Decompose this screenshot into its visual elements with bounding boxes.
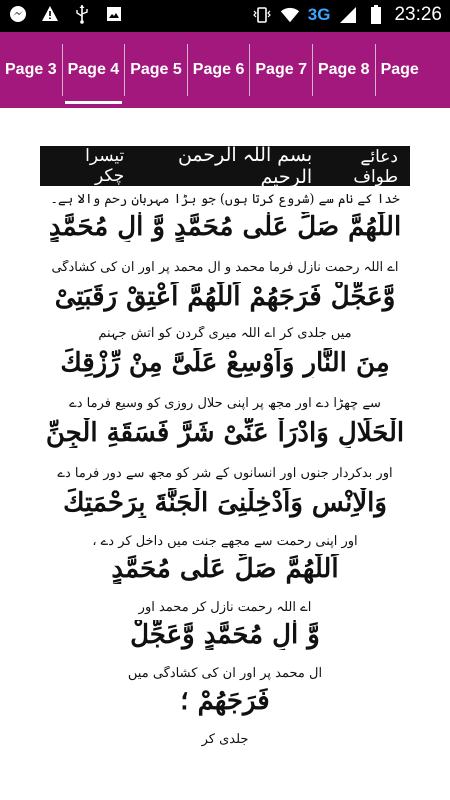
arabic-line: مِنَ النَّارِ وَاَوْسِعْ عَلَیَّ مِنْ رِّزْقِكَ <box>60 348 390 378</box>
round-label: تیسرا چکر <box>85 146 125 186</box>
clock: 23:26 <box>394 4 442 25</box>
translation-line: سے چھڑا دے اور مجھ پر اپنی حلال روزی کو وسیع فرما دے <box>69 396 381 411</box>
tab-page-9[interactable]: Page <box>380 61 419 78</box>
page-tab-strip[interactable] <box>0 32 450 108</box>
translation-line: آل محمد پر اور ان کی کشادگی میں <box>127 666 323 681</box>
translation-line: اے اللہ رحمت نازل کر محمد اور <box>138 600 312 615</box>
arabic-line: اَللّٰهُمَّ صَلِّ عَلٰى مُحَمَّدٍ <box>111 554 339 584</box>
bismillah: بسم اللہ الرحمن الرحیم <box>177 144 313 188</box>
arabic-line: وَالْاِنْسِ وَاَدْخِلْنِیَ الْجَنَّةَ بِرَحْمَتِكَ <box>63 488 387 518</box>
notification-icons <box>8 4 124 24</box>
arabic-line: فَرَجَهُمْ ؛ <box>180 686 270 716</box>
title-banner <box>40 146 410 186</box>
arabic-line: وَّ اٰلِ مُحَمَّدٍ وَّعَجِّلْ <box>130 620 320 650</box>
tab-page-4[interactable]: Page 4 <box>63 32 125 108</box>
translation-line: میں جلدی کر اے اللہ میری گردن کو آتش جہنم <box>98 326 352 341</box>
network-type: 3G <box>307 5 331 24</box>
signal-icon <box>338 5 358 25</box>
arabic-line: الْحَلَالِ وَادْرَاْ عَنِّیْ شَرَّ فَسَقَةِ الْجِنِّ <box>45 418 405 448</box>
translation-line: اور بدکردار جنوں اور انسانوں کے شر کو مجھ سے دور فرما دے <box>57 466 393 481</box>
usb-icon <box>72 4 92 24</box>
page-image[interactable] <box>0 108 450 800</box>
translation-line: اور اپنی رحمت سے مجھے جنت میں داخل کر دے ، <box>92 534 358 549</box>
image-icon <box>104 4 124 24</box>
tab-list <box>0 32 424 108</box>
tab-page-3[interactable]: Page 3 <box>5 61 57 78</box>
vibrate-icon <box>252 5 272 25</box>
warning-icon <box>40 4 60 24</box>
wifi-icon <box>280 5 300 25</box>
messenger-icon <box>8 4 28 24</box>
translation-line: جلدی کر <box>201 732 249 747</box>
system-icons <box>252 4 442 26</box>
dua-title: دعائے طواف <box>353 146 398 187</box>
tab-page-8[interactable]: Page 8 <box>317 61 370 78</box>
battery-icon <box>366 5 386 25</box>
arabic-line: وَّعَجِّلْ فَرَجَهُمْ اَللّٰهُمَّ اَعْتِقْ رَقَبَتِیْ <box>54 282 396 312</box>
tab-page-5[interactable]: Page 5 <box>130 61 182 78</box>
tab-page-6[interactable]: Page 6 <box>192 61 245 78</box>
translation-line: اے اللہ رحمت نازل فرما محمد و آل محمد پر اور ان کی کشادگی <box>51 260 399 275</box>
status-bar <box>0 0 450 32</box>
tab-page-7[interactable]: Page 7 <box>255 61 307 78</box>
arabic-line: اللّٰهُمَّ صَلِّ عَلٰى مُحَمَّدٍ وَّ اٰلِ مُحَمَّدٍ <box>48 212 402 242</box>
translation-line: خدا کے نام سے (شروع کرتا ہوں) جو بڑا مہربان رحم والا ہے۔ <box>50 192 400 207</box>
